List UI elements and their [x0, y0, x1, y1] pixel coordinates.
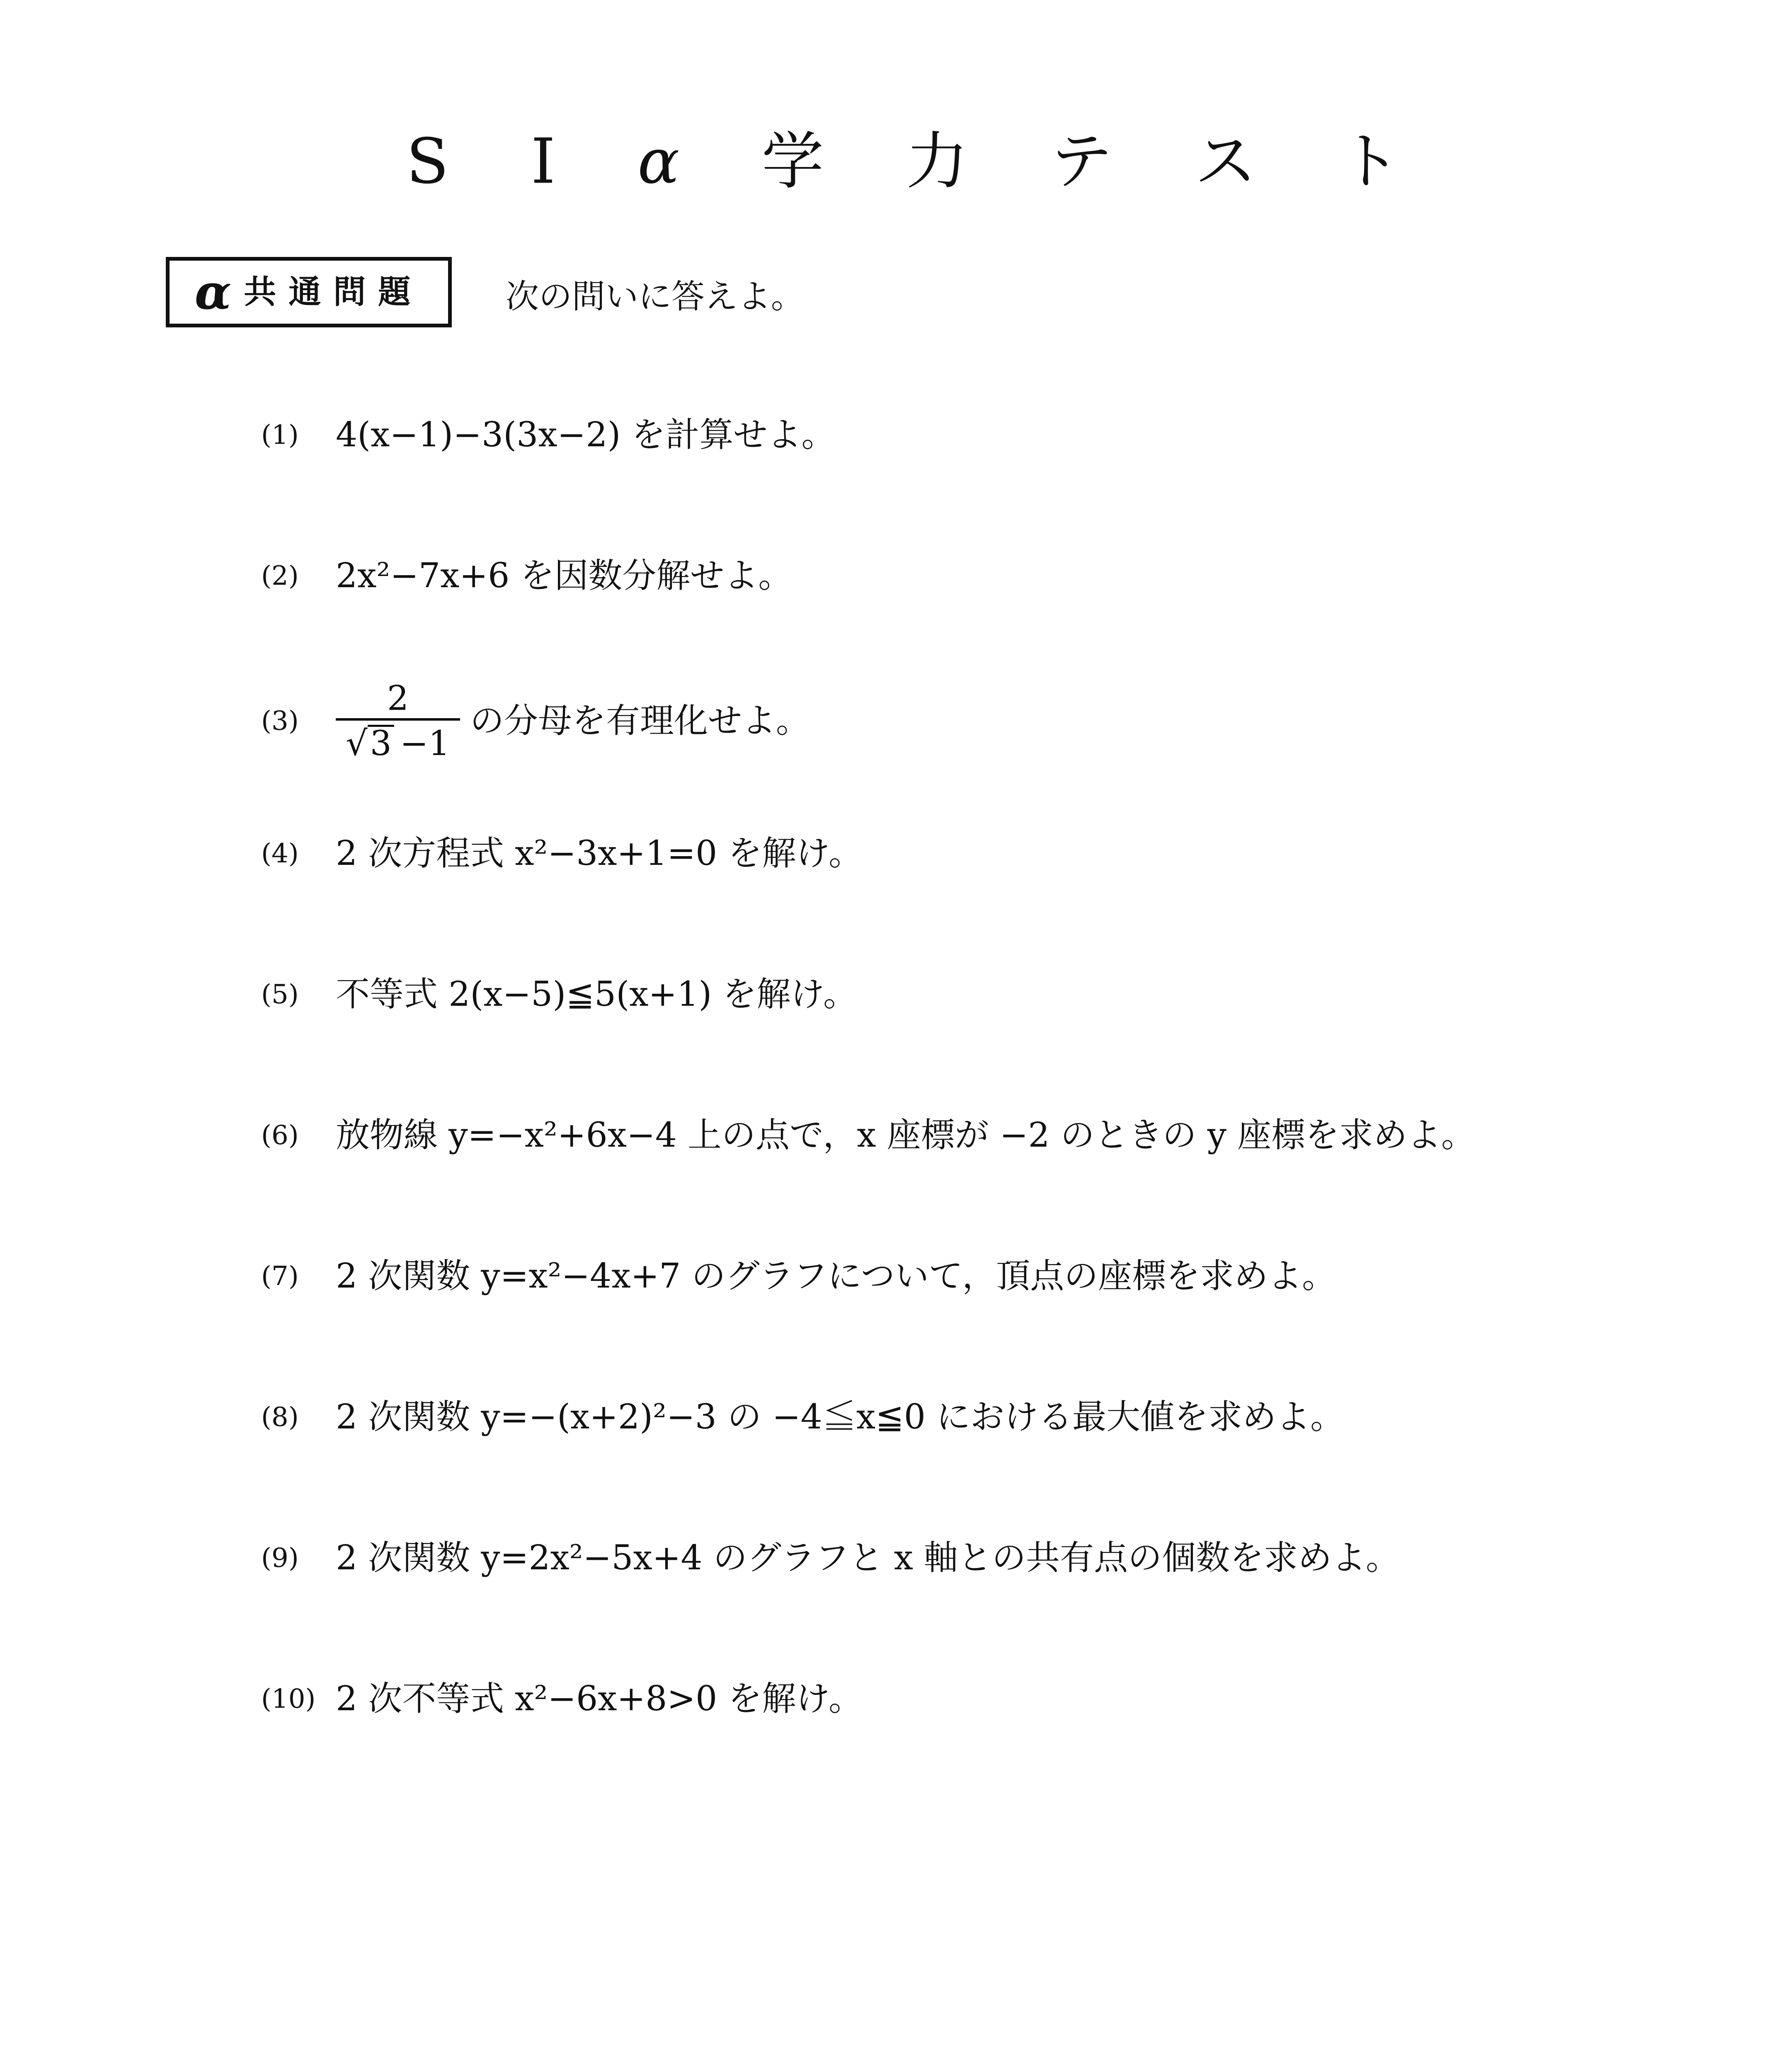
problem-number: (8) — [261, 1402, 299, 1433]
problem-number: (3) — [261, 706, 299, 736]
problem-text: 2 次関数 y=x²−4x+7 のグラフについて，頂点の座標を求めよ。 — [336, 1256, 1336, 1296]
problem-text: 2 次関数 y=−(x+2)²−3 の −4≦x≦0 における最大値を求めよ。 — [336, 1397, 1345, 1437]
title-char: I — [531, 126, 556, 198]
section-label-box — [166, 257, 452, 327]
section-instruction: 次の問いに答えよ。 — [506, 277, 804, 316]
problem-2 — [261, 551, 792, 601]
section-alpha: α — [194, 264, 232, 320]
problem-text: 2x²−7x+6 を因数分解せよ。 — [336, 556, 792, 595]
fraction-numerator: 2 — [336, 682, 460, 721]
sqrt-radicand: 3 — [368, 725, 394, 761]
problem-number: (6) — [261, 1120, 299, 1151]
title-char: S — [406, 126, 449, 198]
title-char: ト — [1338, 126, 1401, 198]
problem-text: 2 次関数 y=2x²−5x+4 のグラフと x 軸との共有点の個数を求めよ。 — [336, 1538, 1400, 1578]
fraction — [336, 678, 460, 763]
problem-8 — [261, 1392, 1344, 1442]
problem-text: 放物線 y=−x²+6x−4 上の点で，x 座標が −2 のときの y 座標を求めよ。 — [336, 1116, 1476, 1155]
problem-text: 2 次不等式 x²−6x+8>0 を解け。 — [336, 1679, 863, 1719]
problem-4 — [261, 829, 863, 879]
title-char: 力 — [906, 126, 968, 198]
problem-text: 不等式 2(x−5)≦5(x+1) を解け。 — [336, 975, 858, 1014]
problem-number: (4) — [261, 838, 299, 869]
sqrt-sign: √ — [346, 724, 368, 763]
problem-number: (1) — [261, 420, 299, 450]
title-char: テ — [1050, 126, 1112, 198]
problem-10 — [261, 1674, 863, 1724]
problem-5 — [261, 970, 857, 1019]
problem-number: (2) — [261, 561, 299, 591]
section-label: 共通問題 — [244, 274, 423, 311]
problem-number: (5) — [261, 979, 299, 1010]
title-char: 学 — [761, 126, 824, 198]
denominator-rest: −1 — [400, 724, 450, 763]
problem-1 — [261, 410, 836, 460]
problem-6 — [261, 1111, 1475, 1160]
problem-text-block — [336, 678, 810, 763]
title-char: ス — [1194, 126, 1257, 198]
fraction-denominator — [346, 721, 450, 761]
problem-number: (10) — [261, 1684, 316, 1714]
problem-number: (7) — [261, 1261, 299, 1292]
problem-number: (9) — [261, 1543, 299, 1573]
problem-text: 2 次方程式 x²−3x+1=0 を解け。 — [336, 834, 863, 873]
problem-9 — [261, 1533, 1400, 1583]
page-title — [406, 126, 1401, 197]
problem-text: の分母を有理化せよ。 — [470, 701, 810, 741]
problem-7 — [261, 1251, 1336, 1301]
title-char: α — [637, 126, 680, 198]
problem-3 — [261, 667, 810, 775]
problem-text: 4(x−1)−3(3x−2) を計算せよ。 — [336, 415, 836, 455]
